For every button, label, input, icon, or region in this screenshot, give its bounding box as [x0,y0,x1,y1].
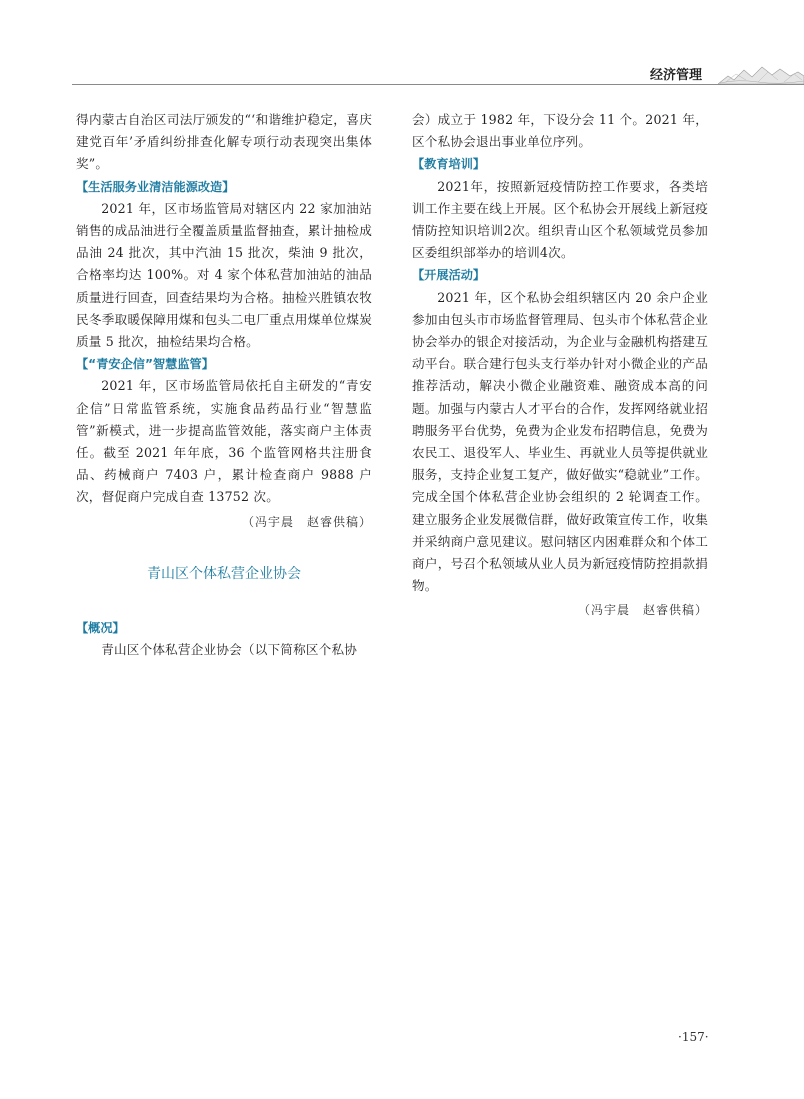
paragraph: 会）成立于 1982 年，下设分会 11 个。2021 年，区个私协会退出事业单位序列。 [412,112,708,150]
header-rule [72,84,804,85]
section-title: 经济管理 [650,68,703,83]
paragraph: 2021 年，区市场监管局对辖区内 22 家加油站销售的成品油进行全覆盖质量监督抽查，累计抽检成品油 24 批次，其中汽油 15 批次，柴油 9 批次，合格率均达 100%。对 4 家个体私营加油站的油品质量进行回查，回查结果均为合格。抽检兴胜镇农牧民冬季取暖保障用煤和包头二电厂重点用煤单位煤炭质量 5 批次，抽检结果均合格。 [76,200,372,350]
paragraph: 2021 年，区个私协会组织辖区内 20 余户企业参加由包头市市场监督管理局、包头市个体私营企业协会举办的银企对接活动，为企业与金融机构搭建互动平台。联合建行包头支行举办针对小微企业的产品推荐活动，解决小微企业融资难、融资成本高的问题。加强与内蒙古人才平台的合作，发挥网络就业招聘服务平台优势，免费为企业发布招聘信息，免费为农民工、退役军人、毕业生、再就业人员等提供就业服务，支持企业复工复产，做好做实“稳就业”工作。完成全国个体私营企业协会组织的 2 轮调查工作。建立服务企业发展微信群，做好政策宣传工作，收集并采纳商户意见建议。慰问辖区内困难群众和个体工商户，号召个私领域从业人员为新冠疫情防控捐款捐物。 [412,289,708,594]
right-column [412,109,708,622]
paragraph: 2021年，按照新冠疫情防控工作要求，各类培训工作主要在线上开展。区个私协会开展线上新冠疫情防控知识培训2次。组织青山区个私领域党员参加区委组织部举办的培训4次。 [412,178,708,261]
left-column [76,109,372,661]
page-number: ·157· [678,1030,709,1044]
section-heading: 【开展活动】 [412,268,486,283]
paragraph: 2021 年，区市场监管局依托自主研发的“青安企信”日常监管系统，实施食品药品行业“智慧监管”新模式，进一步提高监管效能，落实商户主体责任。截至 2021 年年底，36 个监管网格共注册食品、药械商户 7403 户，累计检查商户 9888 户次，督促商户完成自查 13752 次。 [76,378,372,505]
running-header [72,58,804,86]
author-credit: （冯宇晨 赵睿供稿） [577,603,708,618]
section-heading: 【“青安企信”智慧监管】 [76,357,214,372]
section-heading: 【概况】 [76,620,125,635]
paragraph: 得内蒙古自治区司法厅颁发的“‘和谐维护稳定，喜庆建党百年’矛盾纠纷排查化解专项行动表现突出集体奖”。 [76,112,372,172]
section-heading: 【教育培训】 [412,157,486,172]
author-credit: （冯宇晨 赵睿供稿） [241,514,372,529]
paragraph: 青山区个体私营企业协会（以下简称区个私协 [101,642,358,658]
article-title: 青山区个体私营企业协会 [147,565,301,582]
section-heading: 【生活服务业清洁能源改造】 [76,179,235,194]
